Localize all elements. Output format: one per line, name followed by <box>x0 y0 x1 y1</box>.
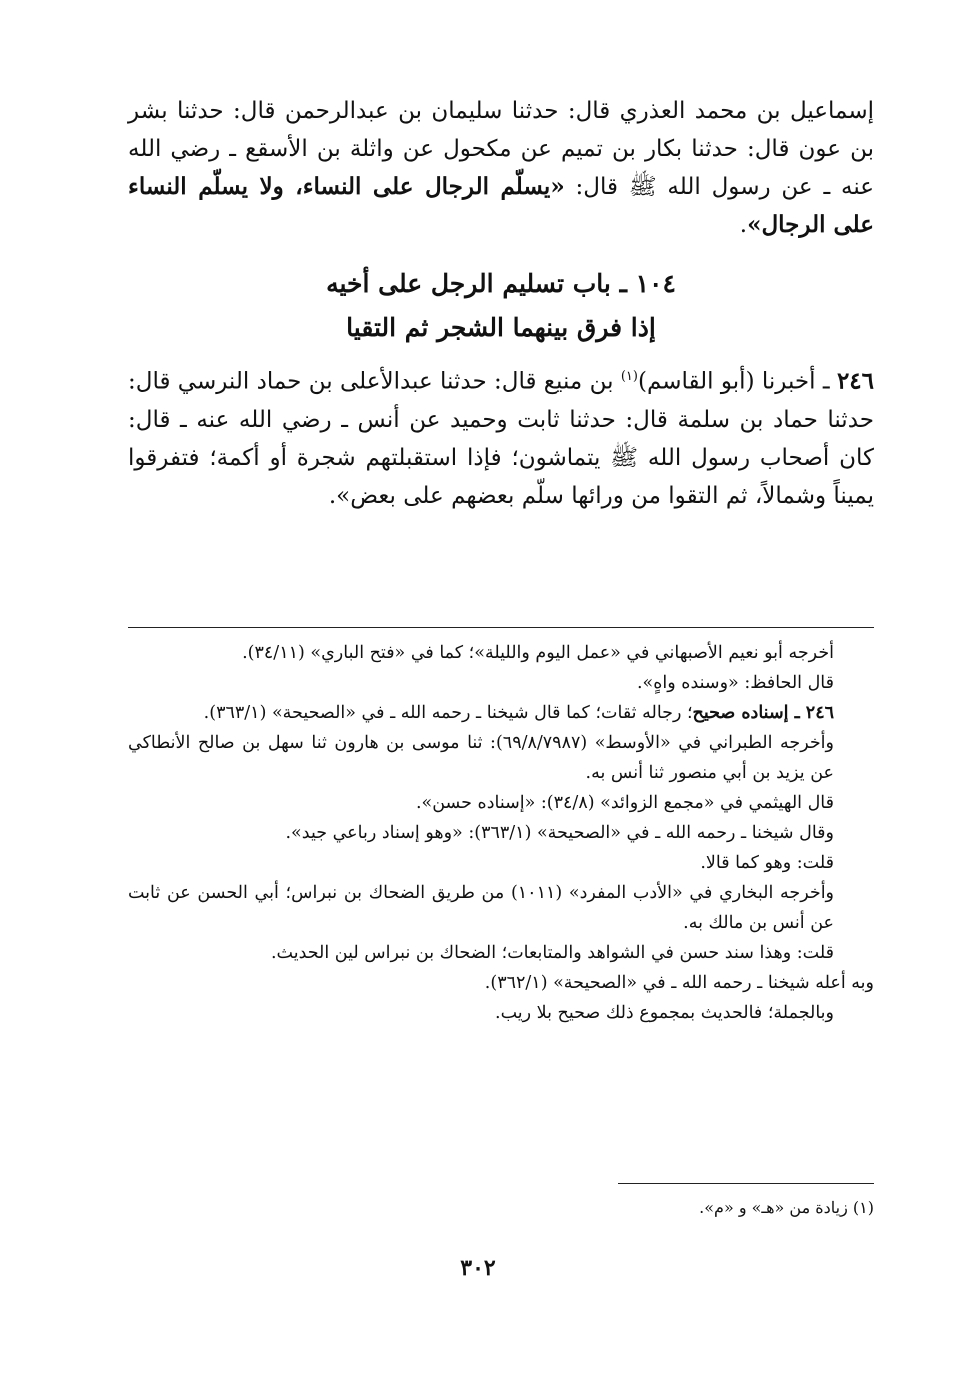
chapter-heading-line1: ١٠٤ ـ باب تسليم الرجل على أخيه <box>326 269 676 298</box>
note-line: قال الهيثمي في «مجمع الزوائد» (٣٤/٨): «إسناده حسن». <box>415 793 834 813</box>
note-line: قلت: وهذا سند حسن في الشواهد والمتابعات؛ الضحاك بن نبراس لين الحديث. <box>270 943 834 963</box>
chapter-heading-line2: إذا فرق بينهما الشجر ثم التقيا <box>346 313 656 342</box>
note-grading-rest: ؛ رجاله ثقات؛ كما قال شيخنا ـ رحمه الله ـ في «الصحيحة» (٣٦٣/١). <box>203 703 693 723</box>
top-text-1: إسماعيل بن محمد العذري قال: حدثنا سليمان بن عبدالرحمن قال: حدثنا بشر بن عون قال: حدثنا بكار بن تميم عن مكحول عن واثلة بن الأسقع ـ رضي الله عنه ـ عن رسول الله ﷺ قال: <box>128 98 874 200</box>
commentary-notes <box>128 638 874 1028</box>
note-line: أخرجه أبو نعيم الأصبهاني في «عمل اليوم والليلة»؛ كما في «فتح الباري» (٣٤/١١). <box>242 643 834 663</box>
note-line: وأخرجه الطبراني في «الأوسط» (٦٩/٨/٧٩٨٧): ثنا موسى بن هارون ثنا سهل بن صالح الأنطاكي عن يزيد بن أبي منصور ثنا أنس به. <box>128 733 834 783</box>
hadith-number: ٢٤٦ <box>836 367 874 395</box>
note-line: قال الحافظ: «وسنده واهٍ». <box>636 673 834 693</box>
main-text <box>128 92 874 515</box>
top-text-end: . <box>739 212 748 238</box>
note-line: وأخرجه البخاري في «الأدب المفرد» (١٠١١) من طريق الضحاك بن نبراس؛ أبي الحسن عن ثابت عن أنس بن مالك به. <box>128 883 835 933</box>
footnote-ref: (١) <box>620 369 638 384</box>
note-hadith-number: ٢٤٦ <box>805 703 834 723</box>
note-line: قلت: وهو كما قالا. <box>700 853 834 873</box>
hadith-text-2: بن منيع قال: حدثنا عبدالأعلى بن حماد النرسي قال: حدثنا حماد بن سلمة قال: حدثنا ثابت وحميد عن أنس ـ رضي الله عنه ـ قال: كان أصحاب رسول الله ﷺ يتماشون؛ فإذا استقبلتهم شجرة أو أكمة؛ فتفرقوا يميناً وشمالاً، ثم التقوا من ورائها سلّم بعضهم على بعض». <box>128 368 874 509</box>
note-grading <box>128 698 874 728</box>
note-line: وبالجملة؛ فالحديث بمجموع ذلك صحيح بلا ريب. <box>495 1003 834 1023</box>
chapter-heading <box>128 262 874 350</box>
hadith-text-1: ـ أخبرنا (أبو القاسم) <box>637 368 837 395</box>
footnote: (١) زيادة من «هـ» و «م». <box>699 1198 874 1217</box>
note-grading-bold: ـ إسناده صحيح <box>692 703 806 723</box>
notes-divider <box>128 627 874 628</box>
page-number: ٣٠٢ <box>460 1255 496 1281</box>
footnote-divider <box>618 1183 874 1184</box>
top-paragraph <box>128 92 874 244</box>
note-line: وقال شيخنا ـ رحمه الله ـ في «الصحيحة» (٣٦٣/١): «وهو إسناد رباعي جيد». <box>285 823 834 843</box>
top-text-bold: «يسلّم الرجال على النساء، ولا يسلّم النساء على الرجال» <box>128 173 874 238</box>
hadith-paragraph <box>128 358 874 515</box>
note-line: وبه أعله شيخنا ـ رحمه الله ـ في «الصحيحة» (٣٦٢/١). <box>484 973 874 993</box>
